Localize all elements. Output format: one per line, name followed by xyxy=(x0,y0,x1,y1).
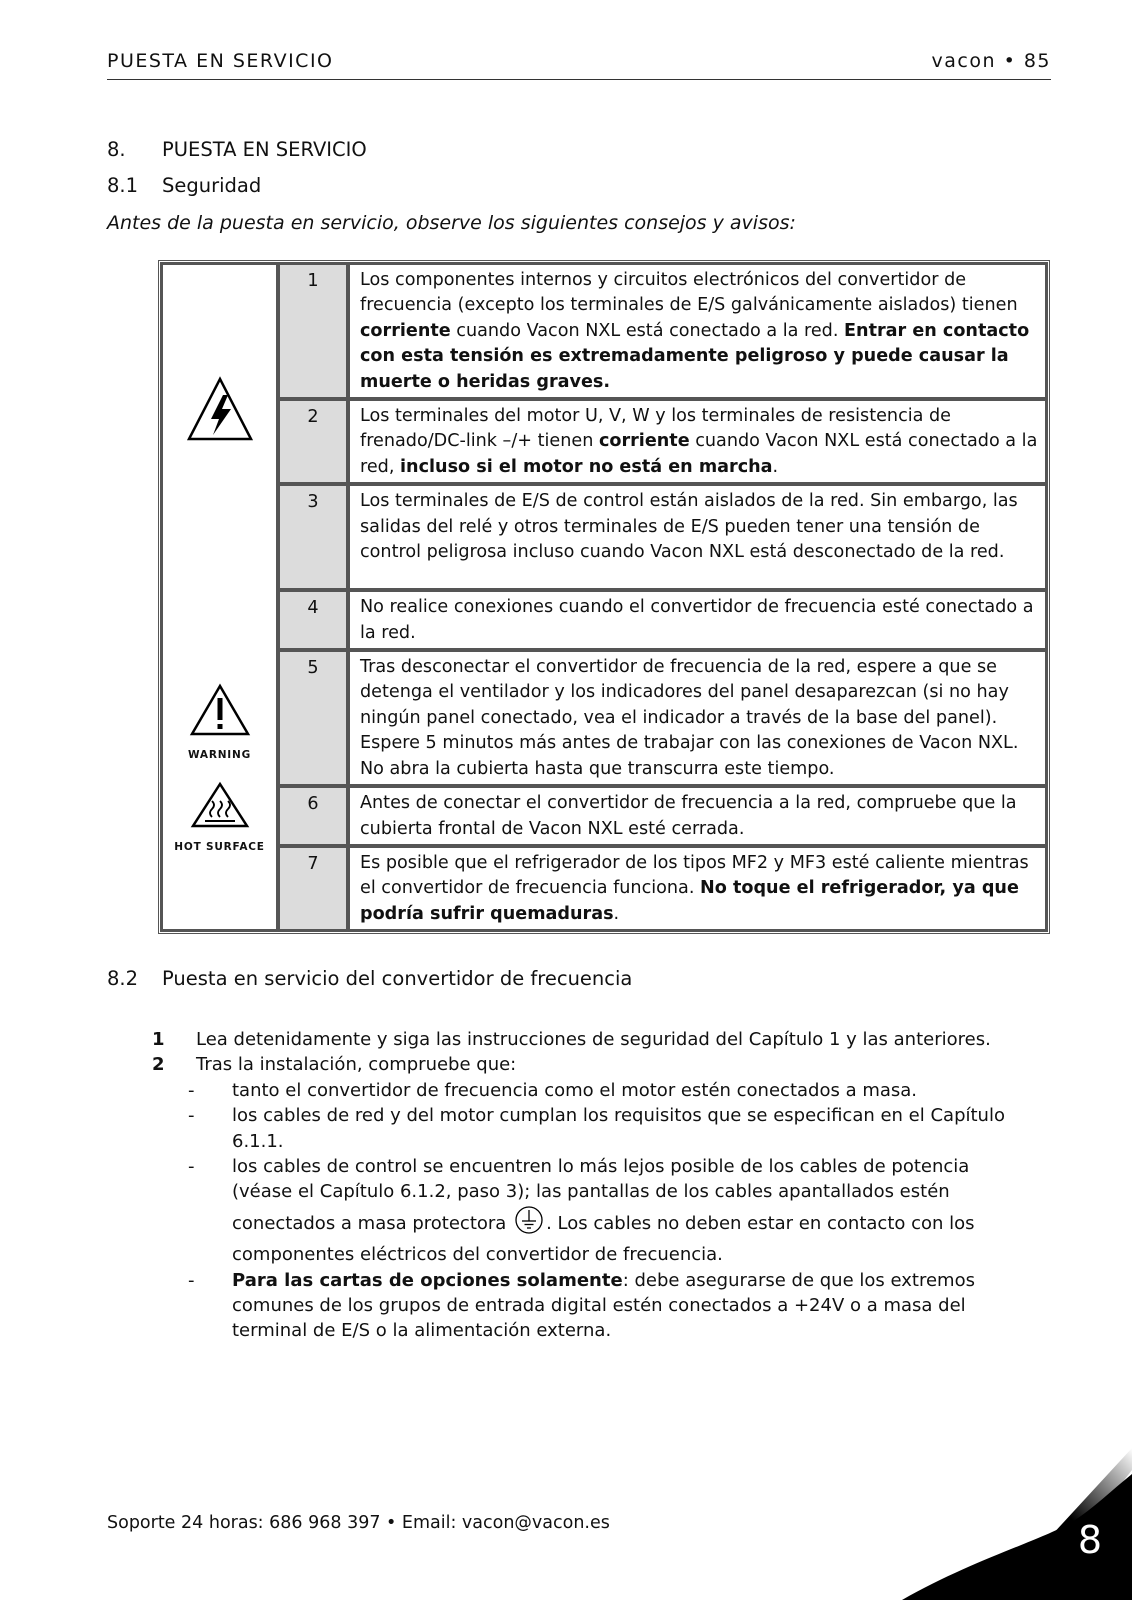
table-row xyxy=(161,786,1047,846)
commissioning-steps xyxy=(152,1027,1032,1344)
chapter-corner-graphic xyxy=(872,1410,1132,1600)
rule-number: 7 xyxy=(278,846,348,931)
subsection-number: 8.1 xyxy=(107,174,139,197)
step-text: Lea detenidamente y siga las instrucciones de seguridad del Capítulo 1 y las anteriores. xyxy=(196,1029,991,1050)
high-voltage-icon xyxy=(163,375,276,451)
icon-column xyxy=(161,263,278,931)
list-item xyxy=(152,1027,1032,1052)
table-row xyxy=(161,484,1047,590)
subsection-heading-safety xyxy=(107,174,261,197)
page-header xyxy=(107,49,1051,80)
intro-text: Antes de la puesta en servicio, observe los siguientes consejos y avisos: xyxy=(107,212,796,234)
rule-number: 2 xyxy=(278,399,348,484)
check-text: : debe asegurarse de que los extremos comunes de los grupos de entrada digital estén conectados a +24V o a masa del terminal de E/S o la alimentación externa. xyxy=(232,1269,975,1342)
check-text: . Los cables no deben estar en contacto con los componentes eléctricos del convertidor de frecuencia. xyxy=(232,1212,975,1266)
hot-surface-label: HOT SURFACE xyxy=(174,841,265,854)
list-item: - Para las cartas de opciones solamente: debe asegurarse de que los extremos comunes de los grupos de entrada digital estén conectados a +24V o a masa del terminal de E/S o la alimentación externa. xyxy=(188,1269,975,1342)
rule-text: Los componentes internos y circuitos electrónicos del convertidor de frecuencia (excepto los terminales de E/S galvánicamente aislados) tienen corriente cuando Vacon NXL está conectado a la red. Entrar en contacto con esta tensión es extremadamente peligroso y puede causar la muerte o heridas graves. xyxy=(348,263,1047,399)
protective-earth-icon xyxy=(514,1205,544,1242)
subsection-title: Puesta en servicio del convertidor de frecuencia xyxy=(162,967,633,990)
list-item: - tanto el convertidor de frecuencia como el motor estén conectados a masa. xyxy=(188,1079,918,1101)
list-item: - los cables de control se encuentren lo más lejos posible de los cables de potencia (véase el Capítulo 6.1.2, paso 3); las pantallas de los cables apantallados estén conectados a masa protectora . Los cables no deben estar en contacto con los componentes eléctricos del convertidor de frecuencia. xyxy=(188,1156,975,1266)
section-number: 8. xyxy=(107,138,126,161)
table-row xyxy=(161,590,1047,650)
table-row xyxy=(161,263,1047,399)
rule-number: 5 xyxy=(278,650,348,786)
list-item: - los cables de red y del motor cumplan los requisitos que se especifican en el Capítulo 6.1.1. xyxy=(188,1105,1005,1152)
rule-text: Es posible que el refrigerador de los tipos MF2 y MF3 esté caliente mientras el convertidor de frecuencia funciona. No toque el refrigerador, ya que podría sufrir quemaduras. xyxy=(348,846,1047,931)
safety-table xyxy=(158,260,1050,934)
check-text: los cables de control se encuentren lo más lejos posible de los cables de potencia (véase el Capítulo 6.1.2, paso 3); las pantallas de los cables apantallados estén conectados a masa protectora xyxy=(232,1156,970,1234)
rule-text: Antes de conectar el convertidor de frecuencia a la red, compruebe que la cubierta frontal de Vacon NXL esté cerrada. xyxy=(348,786,1047,846)
section-title: PUESTA EN SERVICIO xyxy=(162,138,367,161)
header-page-number: vacon • 85 xyxy=(931,50,1051,72)
step-number: 2 xyxy=(152,1054,165,1076)
rule-text: No realice conexiones cuando el convertidor de frecuencia esté conectado a la red. xyxy=(348,590,1047,650)
header-title: PUESTA EN SERVICIO xyxy=(107,50,334,72)
subsection-heading-commissioning xyxy=(107,967,632,990)
page-footer: Soporte 24 horas: 686 968 397 • Email: vacon@vacon.es xyxy=(107,1513,610,1533)
step-number: 1 xyxy=(152,1029,165,1050)
step-text: Tras la instalación, compruebe que: xyxy=(196,1054,517,1076)
rule-text: Los terminales del motor U, V, W y los terminales de resistencia de frenado/DC-link –/+ tienen corriente cuando Vacon NXL está conectado a la red, incluso si el motor no está en marcha. xyxy=(348,399,1047,484)
warning-label: WARNING xyxy=(187,749,252,762)
check-text: los cables de red y del motor cumplan los requisitos que se especifican en el Capítulo 6.1.1. xyxy=(232,1105,1005,1152)
hot-surface-icon xyxy=(163,781,276,861)
rule-number: 4 xyxy=(278,590,348,650)
warning-icon xyxy=(163,683,276,769)
chapter-number: 8 xyxy=(1077,1518,1102,1562)
list-item xyxy=(152,1052,1032,1077)
rule-number: 3 xyxy=(278,484,348,590)
rule-text: Tras desconectar el convertidor de frecuencia de la red, espere a que se detenga el ventilador y los indicadores del panel desaparezcan (si no hay ningún panel conectado, vea el indicador a través de la base del panel). Espere 5 minutos más antes de trabajar con las conexiones de Vacon NXL. No abra la cubierta hasta que transcurra este tiempo. xyxy=(348,650,1047,786)
subsection-number: 8.2 xyxy=(107,967,139,990)
table-row xyxy=(161,650,1047,786)
check-bold-text: Para las cartas de opciones solamente xyxy=(232,1269,623,1291)
section-heading xyxy=(107,138,367,161)
rule-number: 1 xyxy=(278,263,348,399)
rule-text: Los terminales de E/S de control están aislados de la red. Sin embargo, las salidas del relé y otros terminales de E/S pueden tener una tensión de control peligrosa incluso cuando Vacon NXL está desconectado de la red. xyxy=(348,484,1047,590)
check-text: tanto el convertidor de frecuencia como el motor estén conectados a masa. xyxy=(232,1079,918,1101)
rule-number: 6 xyxy=(278,786,348,846)
subsection-title: Seguridad xyxy=(162,174,262,197)
table-row xyxy=(161,399,1047,484)
table-row xyxy=(161,846,1047,931)
